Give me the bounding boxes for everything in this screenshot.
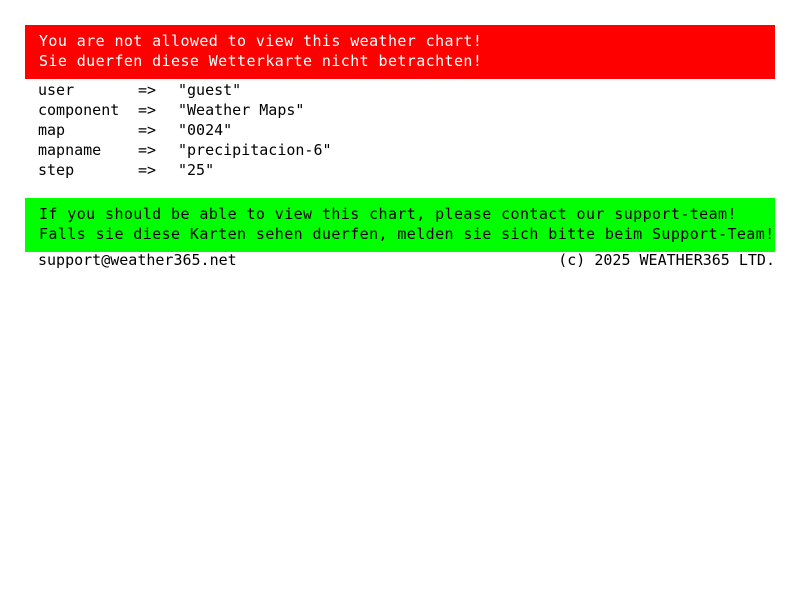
copyright-text: (c) 2025 WEATHER365 LTD. [558, 251, 775, 269]
parameter-key: map [38, 121, 66, 139]
request-parameters-list [38, 80, 332, 180]
parameter-value: "guest" [178, 81, 242, 99]
parameter-value: "0024" [178, 121, 233, 139]
access-denied-banner [25, 25, 775, 79]
access-denied-message-en: You are not allowed to view this weather chart! [39, 32, 483, 50]
support-email-link[interactable]: support@weather365.net [38, 251, 237, 269]
parameter-row [38, 100, 332, 120]
parameter-arrow: => [138, 161, 157, 179]
parameter-arrow: => [138, 81, 157, 99]
parameter-key: mapname [38, 141, 102, 159]
parameter-row [38, 140, 332, 160]
parameter-row [38, 80, 332, 100]
footer [38, 250, 775, 270]
parameter-value: "precipitacion-6" [178, 141, 332, 159]
parameter-value: "25" [178, 161, 215, 179]
support-banner [25, 198, 775, 252]
parameter-row [38, 120, 332, 140]
support-message-en: If you should be able to view this chart, please contact our support-team! [39, 205, 737, 223]
support-message-de: Falls sie diese Karten sehen duerfen, melden sie sich bitte beim Support-Team! [39, 225, 775, 243]
parameter-key: user [38, 81, 75, 99]
parameter-arrow: => [138, 101, 157, 119]
parameter-row [38, 160, 332, 180]
parameter-arrow: => [138, 141, 157, 159]
access-denied-message-de: Sie duerfen diese Wetterkarte nicht betrachten! [39, 52, 483, 70]
parameter-arrow: => [138, 121, 157, 139]
parameter-key: component [38, 101, 120, 119]
parameter-key: step [38, 161, 75, 179]
parameter-value: "Weather Maps" [178, 101, 305, 119]
